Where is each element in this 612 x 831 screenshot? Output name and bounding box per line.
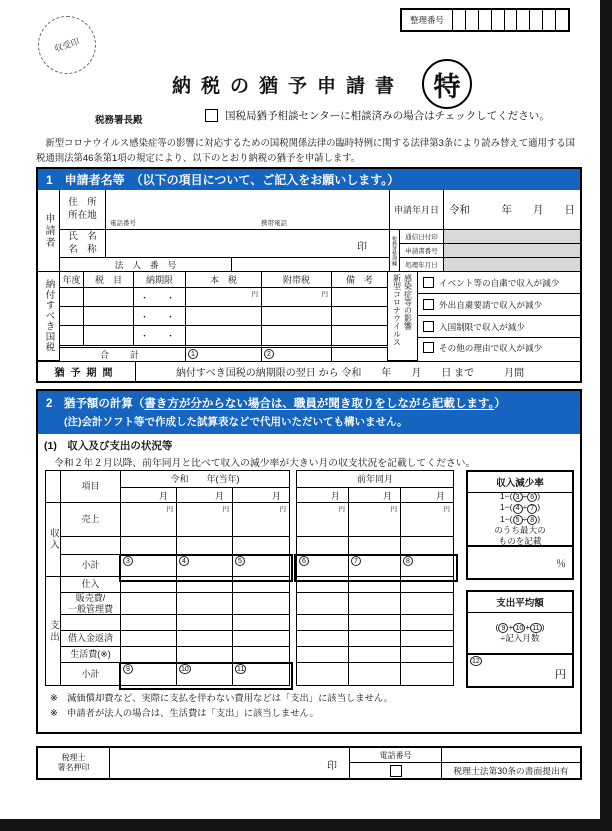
circled-number: 12 bbox=[472, 657, 480, 665]
rate-formula-3: 1−( 5 ÷ 8 ) bbox=[499, 513, 541, 524]
expense-field[interactable] bbox=[401, 577, 453, 593]
group-header-empty bbox=[46, 471, 61, 503]
expense-field[interactable] bbox=[297, 577, 349, 593]
circled-number: 1 bbox=[188, 349, 198, 359]
reference-number-cell[interactable] bbox=[529, 10, 542, 30]
circled-number: 5 bbox=[235, 556, 245, 566]
reference-number-cell[interactable] bbox=[542, 10, 555, 30]
expense-field[interactable] bbox=[349, 593, 401, 615]
expense-field[interactable] bbox=[177, 593, 233, 615]
reason-checkbox-other[interactable] bbox=[423, 342, 434, 353]
application-date-field[interactable]: 令和 年 月 日 bbox=[444, 190, 580, 230]
month-header: 月 bbox=[401, 488, 453, 503]
expense-field[interactable] bbox=[401, 593, 453, 615]
deferral-period-label: 猶予期間 bbox=[38, 362, 136, 381]
addressee-label: 税務署長殿 bbox=[95, 115, 143, 126]
name-label: 氏 名 名 称 bbox=[60, 230, 106, 258]
expense-field[interactable] bbox=[297, 647, 349, 663]
circled-number: 6 bbox=[527, 492, 537, 502]
consult-check-row bbox=[205, 108, 550, 123]
reason-checkbox-event[interactable] bbox=[423, 277, 434, 288]
scan-edge-right bbox=[600, 0, 612, 831]
circled-number: 4 bbox=[179, 556, 189, 566]
corporate-number-label: 法 人 番 号 bbox=[60, 258, 232, 271]
income-field[interactable] bbox=[233, 537, 289, 555]
sales-field[interactable] bbox=[233, 503, 289, 537]
circled-number: 3 bbox=[123, 556, 133, 566]
section2-heading-line1: 2 猶予額の計算（書き方が分からない場合は、職員が聞き取りをしながら記載します。） bbox=[46, 398, 506, 410]
office-row-label: 処理年月日 bbox=[400, 258, 444, 271]
cashflow-table-current bbox=[45, 470, 290, 686]
expense-field[interactable] bbox=[121, 577, 177, 593]
reference-number-cell[interactable] bbox=[452, 10, 465, 30]
expense-field[interactable] bbox=[349, 647, 401, 663]
reference-number-cell[interactable] bbox=[465, 10, 478, 30]
consult-checkbox[interactable] bbox=[205, 109, 218, 122]
tax-accountant-label: 税理士 署名押印 bbox=[38, 748, 110, 778]
circled-number: 9 bbox=[123, 664, 133, 674]
circled-number: 4 bbox=[513, 504, 523, 514]
income-group-label: 収入 bbox=[46, 503, 61, 577]
mobile-label: 携帯電話 bbox=[261, 220, 287, 227]
application-date-label: 申請年月日 bbox=[390, 190, 444, 230]
col-header-duedate: 納期限 bbox=[134, 272, 186, 288]
incidental-tax-field[interactable] bbox=[262, 307, 332, 326]
corona-impact-vertical-label: 新型コロナウイルス 感染症等の影響 bbox=[388, 272, 418, 361]
intro-paragraph: 新型コロナウイルス感染症等の影響に対応するための国税関係法律の臨時特例に関する法律第3条により読み替えて適用する国税通則法第46条第1項の規定により、以下のとおり納税の猶予を申請します。 bbox=[36, 137, 576, 163]
tax-table-vertical-label: 納付すべき国税 bbox=[38, 272, 60, 361]
expense-subtotal-field[interactable] bbox=[121, 663, 177, 685]
yen-mark: 円 bbox=[222, 506, 229, 513]
rate-formula-2: 1−( 4 ÷ 7 ) bbox=[499, 502, 541, 513]
tax-year-field[interactable] bbox=[60, 326, 84, 345]
expense-subtotal-field[interactable] bbox=[177, 663, 233, 685]
row-label-living: 生活費(※) bbox=[61, 647, 121, 663]
remarks-field[interactable] bbox=[332, 288, 388, 307]
rate-formula-1: 1−( 3 ÷ 6 ) bbox=[499, 490, 541, 501]
month-header: 月 bbox=[177, 488, 233, 503]
receipt-stamp-label: 収受印 bbox=[53, 36, 81, 54]
yen-mark: 円 bbox=[390, 506, 397, 513]
due-date-field[interactable]: ・ ・ bbox=[134, 326, 186, 345]
law30-checkbox-cell bbox=[350, 763, 442, 778]
income-field[interactable] bbox=[121, 537, 177, 555]
incidental-tax-field[interactable] bbox=[262, 326, 332, 345]
expense-field[interactable] bbox=[233, 593, 289, 615]
scan-edge-bottom bbox=[0, 819, 612, 831]
row-label-subtotal: 小計 bbox=[61, 555, 121, 577]
average-expense-box bbox=[466, 590, 574, 688]
row-label-blank bbox=[61, 615, 121, 631]
expense-field[interactable] bbox=[177, 631, 233, 647]
subsection-title: (1) 収入及び支出の状況等 bbox=[44, 440, 173, 452]
tax-year-field[interactable] bbox=[60, 307, 84, 326]
due-date-field[interactable]: ・ ・ bbox=[134, 288, 186, 307]
section1-heading: 1 申請者名等 （以下の項目について、ご記入をお願いします。） bbox=[38, 169, 580, 190]
expense-field[interactable] bbox=[297, 593, 349, 615]
reason-checkbox-entry[interactable] bbox=[423, 321, 434, 332]
seal-mark: 印 bbox=[357, 242, 367, 253]
reason-checkbox-outing[interactable] bbox=[423, 299, 434, 310]
office-row-value bbox=[444, 258, 580, 271]
circled-number: 5 bbox=[513, 515, 523, 525]
sales-field[interactable] bbox=[177, 503, 233, 537]
expense-field[interactable] bbox=[121, 631, 177, 647]
applicant-table bbox=[38, 190, 580, 272]
circled-number: 11 bbox=[532, 624, 540, 632]
income-subtotal-field[interactable] bbox=[121, 555, 177, 577]
office-row-label: 通信日付印 bbox=[400, 230, 444, 243]
consult-label: 国税局猶予相談センターに相談済みの場合はチェックしてください。 bbox=[225, 110, 550, 122]
office-row-value bbox=[444, 244, 580, 257]
circled-number: 7 bbox=[527, 504, 537, 514]
col-header-principal: 本 税 bbox=[186, 272, 262, 288]
tax-accountant-block bbox=[36, 746, 582, 780]
row-label-subtotal: 小計 bbox=[61, 663, 121, 685]
expense-field[interactable] bbox=[349, 615, 401, 631]
income-field[interactable] bbox=[401, 537, 453, 555]
deferral-period-row bbox=[38, 362, 580, 381]
name-field[interactable] bbox=[106, 230, 390, 258]
total-remarks-field[interactable] bbox=[332, 345, 388, 361]
expense-field[interactable] bbox=[121, 615, 177, 631]
phone-number-label: 電話番号 bbox=[350, 748, 442, 763]
expense-subtotal-field[interactable] bbox=[349, 663, 401, 685]
reference-number-cell[interactable] bbox=[491, 10, 504, 30]
row-label-purchases: 仕入 bbox=[61, 577, 121, 593]
tax-year-field[interactable] bbox=[60, 288, 84, 307]
row-label-sales: 売上 bbox=[61, 503, 121, 537]
reason-item bbox=[418, 272, 580, 294]
rate-note: ものを記載 bbox=[498, 536, 542, 547]
expense-field[interactable] bbox=[401, 647, 453, 663]
expense-field[interactable] bbox=[177, 647, 233, 663]
sales-field[interactable] bbox=[349, 503, 401, 537]
reference-number-cell[interactable] bbox=[555, 10, 568, 30]
circled-number: 8 bbox=[527, 515, 537, 525]
expense-group-label: 支出 bbox=[46, 577, 61, 685]
section2-heading bbox=[38, 391, 580, 434]
seal-mark: 印 bbox=[327, 761, 337, 772]
circled-number: 7 bbox=[351, 556, 361, 566]
total-incidental-field[interactable] bbox=[262, 345, 332, 361]
principal-tax-field[interactable] bbox=[186, 326, 262, 345]
office-use-rows bbox=[400, 230, 580, 271]
incidental-tax-field[interactable] bbox=[262, 288, 332, 307]
income-decrease-rate-box bbox=[466, 470, 574, 580]
previous-year-header: 前年同月 bbox=[297, 471, 453, 488]
phone-number-field[interactable] bbox=[442, 748, 580, 763]
tax-table bbox=[38, 272, 580, 362]
circled-number: 6 bbox=[299, 556, 309, 566]
yen-mark: 円 bbox=[321, 291, 328, 298]
reason-label: 外出自粛要請で収入が減少 bbox=[439, 299, 543, 310]
note-depreciation: ※ 減価償却費など、実際に支払を伴わない費用などは「支出」に該当しません。 bbox=[50, 693, 394, 703]
sales-field[interactable] bbox=[297, 503, 349, 537]
avg-formula-line2: ÷記入月数 bbox=[500, 633, 540, 644]
circled-number: 9 bbox=[498, 623, 508, 633]
reference-number-cell[interactable] bbox=[504, 10, 517, 30]
circled-number: 10 bbox=[181, 665, 189, 673]
circled-number: 10 bbox=[515, 624, 524, 632]
total-label: 合 計 bbox=[60, 345, 186, 361]
section2-heading-note: (注)会計ソフト等で作成した試算表などで代用いただいても構いません。 bbox=[64, 416, 408, 428]
sales-field[interactable] bbox=[401, 503, 453, 537]
percent-unit: ％ bbox=[556, 559, 566, 570]
subsection-description: 令和２年２月以降、前年同月と比べて収入の減少率が大きい月の収支状況を記載してください。 bbox=[54, 458, 476, 469]
circled-number: 2 bbox=[264, 349, 274, 359]
address-field[interactable] bbox=[106, 190, 390, 230]
sales-field[interactable] bbox=[121, 503, 177, 537]
reason-label: 入国制限で収入が減少 bbox=[439, 321, 525, 332]
section2-block bbox=[36, 389, 582, 734]
office-row-value bbox=[444, 230, 580, 243]
circled-number: 3 bbox=[513, 492, 523, 502]
month-header: 月 bbox=[233, 488, 289, 503]
office-use-vertical-label: 税務署整理欄 bbox=[390, 230, 400, 271]
reference-number-label: 整理番号 bbox=[409, 15, 444, 25]
circled-number: 11 bbox=[237, 665, 245, 673]
avg-box-title: 支出平均額 bbox=[468, 592, 572, 613]
law30-label: 税理士法第30条の書面提出有 bbox=[453, 766, 569, 776]
reference-number-cells bbox=[452, 10, 568, 30]
income-subtotal-field[interactable] bbox=[233, 555, 289, 577]
avg-value-field[interactable] bbox=[468, 653, 572, 685]
office-row-label: 申請書番号 bbox=[400, 244, 444, 257]
reference-number-cell[interactable] bbox=[478, 10, 491, 30]
avg-formula-line1: ( 9 + 10 + 11 ) bbox=[495, 621, 545, 632]
corporate-number-field[interactable] bbox=[232, 258, 390, 271]
yen-mark: 円 bbox=[251, 291, 258, 298]
phone-label: 電話番号 bbox=[110, 220, 136, 227]
expense-field[interactable] bbox=[401, 631, 453, 647]
principal-tax-field[interactable] bbox=[186, 307, 262, 326]
applicant-vertical-label: 申請者 bbox=[38, 190, 60, 271]
principal-tax-field[interactable] bbox=[186, 288, 262, 307]
col-header-year: 年度 bbox=[60, 272, 84, 288]
yen-unit: 円 bbox=[555, 669, 566, 681]
col-header-incidental: 附帯税 bbox=[262, 272, 332, 288]
expense-field[interactable] bbox=[177, 577, 233, 593]
cashflow-table-previous bbox=[296, 470, 454, 686]
row-label-blank bbox=[61, 537, 121, 555]
expense-field[interactable] bbox=[297, 631, 349, 647]
tax-item-field[interactable] bbox=[84, 288, 134, 307]
expense-field[interactable] bbox=[401, 615, 453, 631]
expense-field[interactable] bbox=[233, 631, 289, 647]
corona-reason-list bbox=[418, 272, 580, 361]
month-header: 月 bbox=[121, 488, 177, 503]
remarks-field[interactable] bbox=[332, 326, 388, 345]
deferral-period-field[interactable]: 納付すべき国税の納期限の翌日 から 令和 年 月 日 まで 月間 bbox=[176, 368, 525, 379]
page-title: 納税の猶予申請書 bbox=[171, 75, 404, 97]
section2-body bbox=[38, 434, 580, 732]
expense-field[interactable] bbox=[121, 647, 177, 663]
yen-mark: 円 bbox=[338, 506, 345, 513]
title-row bbox=[36, 60, 582, 108]
reference-number-box bbox=[400, 8, 570, 32]
reason-item bbox=[418, 294, 580, 316]
circled-number: 8 bbox=[403, 556, 413, 566]
reference-number-cell[interactable] bbox=[516, 10, 529, 30]
income-subtotal-field[interactable] bbox=[177, 555, 233, 577]
item-header: 項目 bbox=[61, 471, 121, 503]
tax-item-field[interactable] bbox=[84, 307, 134, 326]
expense-field[interactable] bbox=[349, 577, 401, 593]
col-header-remarks: 備 考 bbox=[332, 272, 388, 288]
rate-box-title: 収入減少率 bbox=[468, 472, 572, 493]
due-date-field[interactable]: ・ ・ bbox=[134, 307, 186, 326]
yen-mark: 円 bbox=[166, 506, 173, 513]
tax-item-field[interactable] bbox=[84, 326, 134, 345]
tax-accountant-signature-field[interactable] bbox=[110, 748, 350, 778]
law30-checkbox[interactable] bbox=[390, 765, 402, 777]
total-principal-field[interactable] bbox=[186, 345, 262, 361]
current-year-header: 令和 年(当年) bbox=[121, 471, 289, 488]
row-label-loan: 借入金返済 bbox=[61, 631, 121, 647]
expense-field[interactable] bbox=[121, 593, 177, 615]
expense-field[interactable] bbox=[233, 647, 289, 663]
income-subtotal-field[interactable] bbox=[401, 555, 453, 577]
row-label-selling-expenses: 販売費/ 一般管理費 bbox=[61, 593, 121, 615]
income-field[interactable] bbox=[297, 537, 349, 555]
col-header-taxitem: 税 目 bbox=[84, 272, 134, 288]
income-field[interactable] bbox=[177, 537, 233, 555]
special-badge: 特 bbox=[422, 59, 472, 109]
reason-label: その他の理由で収入が減少 bbox=[439, 343, 543, 353]
expense-subtotal-field[interactable] bbox=[233, 663, 289, 685]
yen-mark: 円 bbox=[443, 506, 450, 513]
expense-field[interactable] bbox=[233, 577, 289, 593]
expense-subtotal-field[interactable] bbox=[401, 663, 453, 685]
section1-block bbox=[36, 167, 582, 383]
note-corporation: ※ 申請者が法人の場合は、生活費は「支出」に該当しません。 bbox=[50, 708, 319, 718]
income-field[interactable] bbox=[349, 537, 401, 555]
rate-value-field[interactable] bbox=[468, 545, 572, 577]
remarks-field[interactable] bbox=[332, 307, 388, 326]
rate-note: のうち最大の bbox=[494, 525, 546, 536]
expense-field[interactable] bbox=[297, 615, 349, 631]
expense-subtotal-field[interactable] bbox=[297, 663, 349, 685]
expense-field[interactable] bbox=[233, 615, 289, 631]
income-subtotal-field[interactable] bbox=[349, 555, 401, 577]
yen-mark: 円 bbox=[279, 506, 286, 513]
income-subtotal-field[interactable] bbox=[297, 555, 349, 577]
month-header: 月 bbox=[297, 488, 349, 503]
expense-field[interactable] bbox=[177, 615, 233, 631]
reason-item bbox=[418, 338, 580, 361]
address-label: 住 所 所在地 bbox=[60, 190, 106, 230]
expense-field[interactable] bbox=[349, 631, 401, 647]
reason-item bbox=[418, 316, 580, 338]
reason-label: イベント等の自粛で収入が減少 bbox=[439, 277, 560, 288]
month-header: 月 bbox=[349, 488, 401, 503]
